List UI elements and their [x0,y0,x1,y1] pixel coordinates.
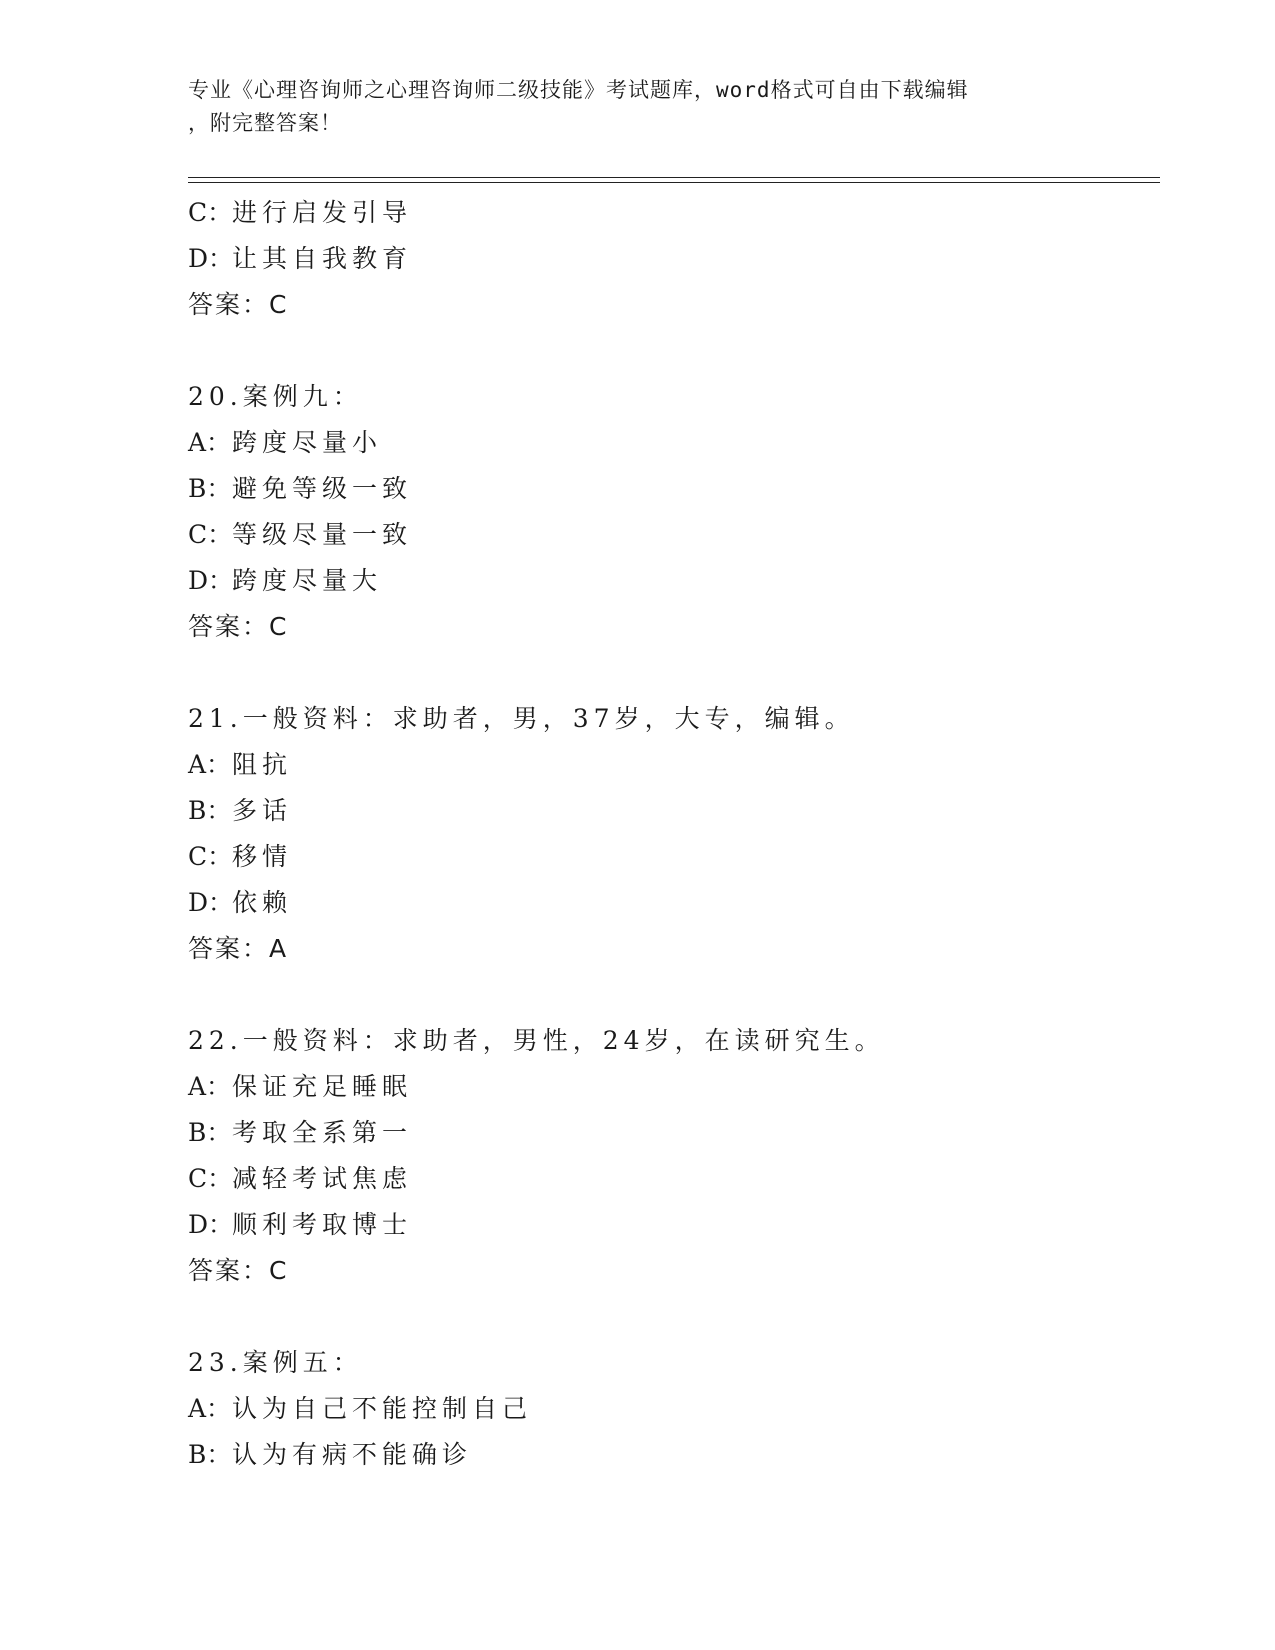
option-key: B： [188,796,232,825]
question-title: 20.案例九： [188,382,363,411]
option-key: A： [188,1394,232,1423]
option-text: 跨度尽量小 [232,428,383,457]
question-block [188,374,1148,650]
spacer [188,328,1148,374]
option-row [188,1156,1148,1202]
option-key: B： [188,474,232,503]
question-block [188,1340,1148,1478]
option-key: C： [188,520,233,549]
option-row [188,420,1148,466]
header-divider-top [188,177,1160,178]
question-block [188,696,1148,972]
option-text: 避免等级一致 [232,474,413,503]
option-row [188,1202,1148,1248]
question-list [188,190,1148,1478]
option-key: B： [188,1118,232,1147]
option-text: 依赖 [232,888,293,917]
option-row [188,742,1148,788]
option-row [188,190,1148,236]
option-text: 认为自己不能控制自己 [232,1394,533,1423]
option-row [188,788,1148,834]
question-block [188,190,1148,328]
option-text: 多话 [232,796,293,825]
option-row [188,834,1148,880]
option-text: 等级尽量一致 [232,520,413,549]
option-text: 跨度尽量大 [232,566,383,595]
option-text: 认为有病不能确诊 [232,1440,473,1469]
header-line-2: ，附完整答案！ [188,111,342,135]
option-key: D： [188,244,234,273]
option-row [188,1432,1148,1478]
option-text: 移情 [232,842,293,871]
option-key: D： [188,1210,234,1239]
header-line-1: 专业《心理咨询师之心理咨询师二级技能》考试题库，word格式可自由下载编辑 [188,78,969,102]
option-text: 保证充足睡眠 [232,1072,413,1101]
option-key: A： [188,428,232,457]
option-key: A： [188,1072,232,1101]
option-text: 考取全系第一 [232,1118,413,1147]
option-text: 顺利考取博士 [232,1210,413,1239]
document-header [188,74,1088,140]
option-row [188,512,1148,558]
option-row [188,880,1148,926]
option-text: 让其自我教育 [232,244,413,273]
option-row [188,466,1148,512]
answer-line: 答案：C [188,612,289,641]
option-text: 减轻考试焦虑 [232,1164,413,1193]
option-row [188,558,1148,604]
option-key: B： [188,1440,232,1469]
option-key: D： [188,888,234,917]
spacer [188,650,1148,696]
option-key: C： [188,842,233,871]
question-block [188,1018,1148,1294]
option-key: A： [188,750,232,779]
header-divider-bottom [188,182,1160,183]
option-key: C： [188,1164,233,1193]
option-key: D： [188,566,234,595]
option-row [188,1064,1148,1110]
spacer [188,972,1148,1018]
option-row [188,236,1148,282]
option-text: 阻抗 [232,750,293,779]
question-title: 22.一般资料：求助者，男性，24岁，在读研究生。 [188,1026,885,1055]
spacer [188,1294,1148,1340]
option-row [188,1110,1148,1156]
question-title: 23.案例五： [188,1348,363,1377]
answer-line: 答案：A [188,934,289,963]
option-row [188,1386,1148,1432]
option-key: C： [188,198,233,227]
option-text: 进行启发引导 [232,198,413,227]
question-title: 21.一般资料：求助者，男，37岁，大专，编辑。 [188,704,855,733]
answer-line: 答案：C [188,1256,289,1285]
answer-line: 答案：C [188,290,289,319]
